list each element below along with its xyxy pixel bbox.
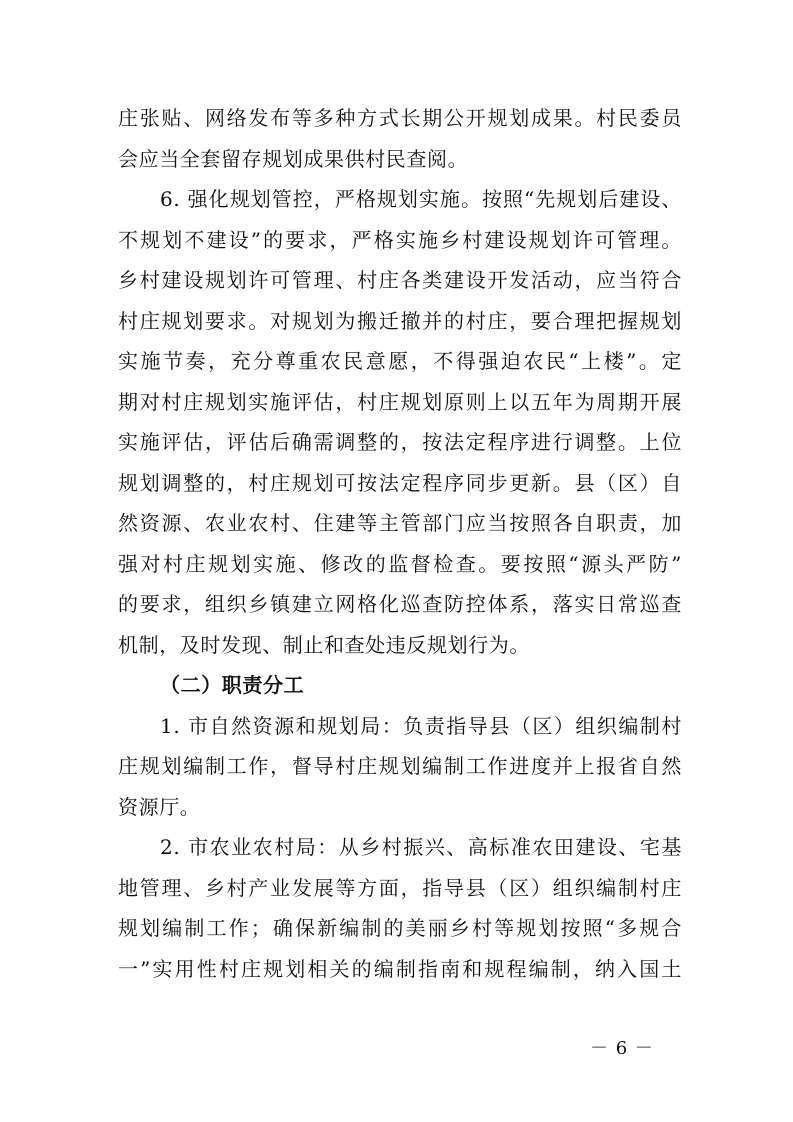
text-line: 2. 市农业农村局：从乡村振兴、高标准农田建设、宅基 [160, 835, 682, 859]
text-line: 实施评估，评估后确需调整的，按法定程序进行调整。上位 [118, 430, 682, 454]
text-line: 一”实用性村庄规划相关的编制指南和规程编制，纳入国土 [118, 956, 682, 981]
section-heading: （二）职责分工 [160, 673, 305, 697]
text-line: 实施节奏，充分尊重农民意愿，不得强迫农民“上楼”。定 [118, 349, 682, 373]
text-line: 乡村建设规划许可管理、村庄各类建设开发活动，应当符合 [118, 268, 682, 292]
text-line: 机制，及时发现、制止和查处违反规划行为。 [118, 632, 530, 657]
text-line: 资源厅。 [118, 794, 201, 819]
text-line: 然资源、农业农村、住建等主管部门应当按照各自职责，加 [118, 511, 682, 535]
text-line: 村庄规划要求。对规划为搬迁撤并的村庄，要合理把握规划 [118, 308, 682, 333]
text-line: 强对村庄规划实施、修改的监督检查。要按照“源头严防” [118, 551, 682, 576]
document-body [118, 98, 682, 989]
text-line: 不规划不建设”的要求，严格实施乡村建设规划许可管理。 [118, 227, 682, 252]
text-line: 1. 市自然资源和规划局：负责指导县（区）组织编制村 [160, 713, 682, 738]
text-line: 期对村庄规划实施评估，村庄规划原则上以五年为周期开展 [118, 389, 682, 414]
text-line: 规划调整的，村庄规划可按法定程序同步更新。县（区）自 [118, 470, 682, 495]
text-line: 的要求，组织乡镇建立网格化巡查防控体系，落实日常巡查 [118, 592, 682, 616]
page-number: － 6 － [590, 1038, 654, 1059]
text-line: 庄张贴、网络发布等多种方式长期公开规划成果。村民委员 [118, 106, 682, 130]
text-line: 地管理、乡村产业发展等方面，指导县（区）组织编制村庄 [118, 875, 682, 900]
text-line: 规划编制工作；确保新编制的美丽乡村等规划按照“多规合 [118, 916, 682, 940]
text-line: 会应当全套留存规划成果供村民查阅。 [118, 146, 469, 171]
text-line: 庄规划编制工作，督导村庄规划编制工作进度并上报省自然 [118, 754, 682, 778]
text-line: 6. 强化规划管控，严格规划实施。按照“先规划后建设、 [160, 187, 682, 211]
